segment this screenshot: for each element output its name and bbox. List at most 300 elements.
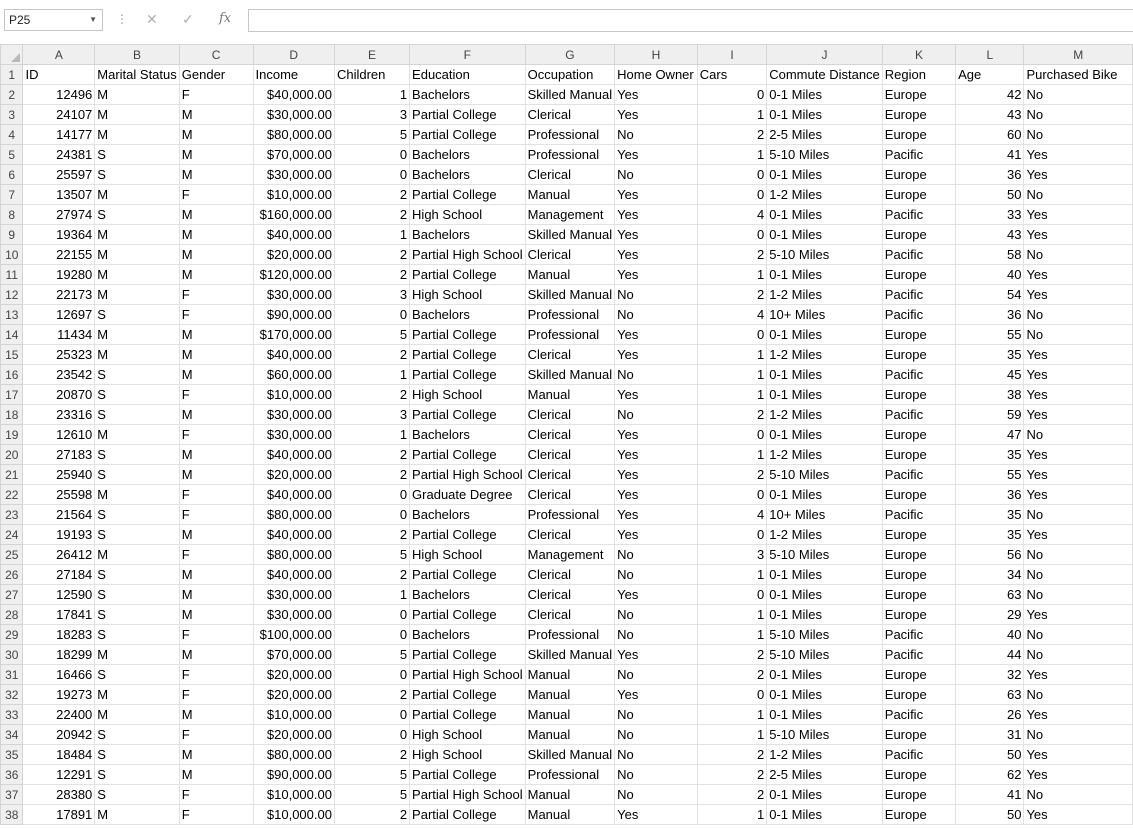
cell[interactable]: No: [1024, 125, 1133, 145]
cell[interactable]: 0: [697, 225, 766, 245]
cell[interactable]: 26412: [23, 545, 95, 565]
cell[interactable]: 60: [956, 125, 1024, 145]
cell[interactable]: $40,000.00: [253, 485, 334, 505]
cell[interactable]: 1: [334, 585, 409, 605]
cell[interactable]: 2: [334, 565, 409, 585]
cell[interactable]: 19280: [23, 265, 95, 285]
cell[interactable]: M: [179, 245, 253, 265]
cell[interactable]: F: [179, 505, 253, 525]
cell[interactable]: 56: [956, 545, 1024, 565]
cell[interactable]: $80,000.00: [253, 125, 334, 145]
cell[interactable]: $60,000.00: [253, 365, 334, 385]
cell[interactable]: 1: [697, 145, 766, 165]
cell[interactable]: Europe: [882, 85, 955, 105]
cell[interactable]: Yes: [615, 685, 698, 705]
cell[interactable]: Pacific: [882, 285, 955, 305]
cell[interactable]: Manual: [525, 265, 615, 285]
cell[interactable]: $40,000.00: [253, 345, 334, 365]
cell[interactable]: M: [95, 345, 179, 365]
cell[interactable]: M: [179, 705, 253, 725]
cell[interactable]: $30,000.00: [253, 605, 334, 625]
cell[interactable]: Partial High School: [410, 785, 526, 805]
cell[interactable]: $40,000.00: [253, 525, 334, 545]
cell[interactable]: $170,000.00: [253, 325, 334, 345]
cell[interactable]: Yes: [615, 225, 698, 245]
cell[interactable]: 12291: [23, 765, 95, 785]
cell[interactable]: 23316: [23, 405, 95, 425]
cell[interactable]: Pacific: [882, 705, 955, 725]
cell[interactable]: $10,000.00: [253, 185, 334, 205]
cell[interactable]: Cars: [697, 65, 766, 85]
row-header[interactable]: 37: [1, 785, 23, 805]
row-header[interactable]: 6: [1, 165, 23, 185]
cell[interactable]: M: [95, 545, 179, 565]
cell[interactable]: Occupation: [525, 65, 615, 85]
cell[interactable]: Yes: [1024, 225, 1133, 245]
cell[interactable]: S: [95, 725, 179, 745]
cell[interactable]: 5-10 Miles: [767, 625, 883, 645]
cell[interactable]: $90,000.00: [253, 305, 334, 325]
cell[interactable]: 5: [334, 785, 409, 805]
cell[interactable]: 5-10 Miles: [767, 645, 883, 665]
cell[interactable]: Partial High School: [410, 245, 526, 265]
cell[interactable]: Yes: [615, 325, 698, 345]
cell[interactable]: Clerical: [525, 345, 615, 365]
cell[interactable]: No: [1024, 85, 1133, 105]
cell[interactable]: 2: [697, 125, 766, 145]
cell[interactable]: Yes: [1024, 405, 1133, 425]
cell[interactable]: 2: [334, 685, 409, 705]
cell[interactable]: Management: [525, 545, 615, 565]
cell[interactable]: 54: [956, 285, 1024, 305]
cell[interactable]: $10,000.00: [253, 705, 334, 725]
cell[interactable]: 0: [697, 525, 766, 545]
cell[interactable]: Partial College: [410, 445, 526, 465]
cell[interactable]: No: [1024, 245, 1133, 265]
cell[interactable]: 0: [697, 325, 766, 345]
row-header[interactable]: 11: [1, 265, 23, 285]
column-header-g[interactable]: G: [525, 45, 615, 65]
cell[interactable]: 25323: [23, 345, 95, 365]
cell[interactable]: 3: [697, 545, 766, 565]
row-header[interactable]: 27: [1, 585, 23, 605]
cell[interactable]: Manual: [525, 785, 615, 805]
cell[interactable]: Yes: [615, 425, 698, 445]
cell[interactable]: M: [95, 425, 179, 445]
cell[interactable]: 1-2 Miles: [767, 445, 883, 465]
cell[interactable]: Professional: [525, 145, 615, 165]
cell[interactable]: M: [179, 465, 253, 485]
cell[interactable]: $30,000.00: [253, 285, 334, 305]
cell[interactable]: 35: [956, 445, 1024, 465]
cell[interactable]: Partial College: [410, 565, 526, 585]
cell[interactable]: Partial College: [410, 525, 526, 545]
cell[interactable]: Yes: [1024, 605, 1133, 625]
cell[interactable]: 0-1 Miles: [767, 565, 883, 585]
cell[interactable]: S: [95, 525, 179, 545]
row-header[interactable]: 29: [1, 625, 23, 645]
cell[interactable]: Europe: [882, 565, 955, 585]
cell[interactable]: Clerical: [525, 105, 615, 125]
cell[interactable]: 18484: [23, 745, 95, 765]
cell[interactable]: S: [95, 585, 179, 605]
cell[interactable]: $30,000.00: [253, 405, 334, 425]
cell[interactable]: No: [1024, 585, 1133, 605]
cell[interactable]: 25598: [23, 485, 95, 505]
formula-input[interactable]: [248, 9, 1133, 32]
cell[interactable]: Professional: [525, 765, 615, 785]
cell[interactable]: 63: [956, 685, 1024, 705]
cell[interactable]: Yes: [1024, 205, 1133, 225]
cell[interactable]: Skilled Manual: [525, 745, 615, 765]
cell[interactable]: Europe: [882, 125, 955, 145]
cell[interactable]: 0-1 Miles: [767, 605, 883, 625]
cell[interactable]: Region: [882, 65, 955, 85]
cell[interactable]: No: [615, 545, 698, 565]
cell[interactable]: Clerical: [525, 485, 615, 505]
cell[interactable]: M: [95, 105, 179, 125]
row-header[interactable]: 30: [1, 645, 23, 665]
cell[interactable]: 0-1 Miles: [767, 585, 883, 605]
cell[interactable]: Bachelors: [410, 425, 526, 445]
cell[interactable]: 2: [334, 345, 409, 365]
cell[interactable]: Partial College: [410, 345, 526, 365]
cell[interactable]: Europe: [882, 425, 955, 445]
cell[interactable]: M: [95, 285, 179, 305]
cell[interactable]: 0-1 Miles: [767, 485, 883, 505]
column-header-e[interactable]: E: [334, 45, 409, 65]
cell[interactable]: Manual: [525, 805, 615, 825]
cell[interactable]: 59: [956, 405, 1024, 425]
cell[interactable]: 0: [334, 505, 409, 525]
cell[interactable]: Yes: [1024, 485, 1133, 505]
cell[interactable]: Europe: [882, 585, 955, 605]
cell[interactable]: F: [179, 725, 253, 745]
cell[interactable]: 2: [697, 745, 766, 765]
cell[interactable]: Yes: [615, 105, 698, 125]
cell[interactable]: Bachelors: [410, 165, 526, 185]
cell[interactable]: 1-2 Miles: [767, 525, 883, 545]
cell[interactable]: $40,000.00: [253, 225, 334, 245]
row-header[interactable]: 7: [1, 185, 23, 205]
cell[interactable]: $20,000.00: [253, 725, 334, 745]
cell[interactable]: F: [179, 385, 253, 405]
cell[interactable]: Europe: [882, 185, 955, 205]
cell[interactable]: $90,000.00: [253, 765, 334, 785]
cell[interactable]: Children: [334, 65, 409, 85]
cell[interactable]: Partial College: [410, 125, 526, 145]
cell[interactable]: 5: [334, 645, 409, 665]
cell[interactable]: $30,000.00: [253, 585, 334, 605]
cell[interactable]: F: [179, 785, 253, 805]
cell[interactable]: 0: [697, 165, 766, 185]
cell[interactable]: Bachelors: [410, 305, 526, 325]
cell[interactable]: M: [179, 205, 253, 225]
cell[interactable]: ID: [23, 65, 95, 85]
cell[interactable]: Clerical: [525, 425, 615, 445]
cell[interactable]: No: [1024, 505, 1133, 525]
cell[interactable]: Skilled Manual: [525, 365, 615, 385]
cell[interactable]: Europe: [882, 805, 955, 825]
cell[interactable]: F: [179, 305, 253, 325]
cell[interactable]: High School: [410, 385, 526, 405]
cell[interactable]: Yes: [1024, 145, 1133, 165]
row-header[interactable]: 28: [1, 605, 23, 625]
cell[interactable]: M: [95, 125, 179, 145]
cell[interactable]: Bachelors: [410, 625, 526, 645]
cell[interactable]: Yes: [615, 245, 698, 265]
cell[interactable]: Pacific: [882, 405, 955, 425]
cell[interactable]: 43: [956, 105, 1024, 125]
cell[interactable]: Skilled Manual: [525, 85, 615, 105]
row-header[interactable]: 36: [1, 765, 23, 785]
cell[interactable]: 22155: [23, 245, 95, 265]
cell[interactable]: Professional: [525, 505, 615, 525]
cell[interactable]: Purchased Bike: [1024, 65, 1133, 85]
cell[interactable]: No: [1024, 645, 1133, 665]
cell[interactable]: Europe: [882, 685, 955, 705]
cell[interactable]: M: [179, 765, 253, 785]
cell[interactable]: Europe: [882, 725, 955, 745]
cell[interactable]: 1: [697, 705, 766, 725]
cell[interactable]: No: [615, 745, 698, 765]
cell[interactable]: No: [615, 305, 698, 325]
row-header[interactable]: 9: [1, 225, 23, 245]
row-header[interactable]: 2: [1, 85, 23, 105]
cell[interactable]: Partial College: [410, 805, 526, 825]
row-header[interactable]: 23: [1, 505, 23, 525]
cell[interactable]: 35: [956, 345, 1024, 365]
row-header[interactable]: 32: [1, 685, 23, 705]
cancel-icon[interactable]: ✕: [146, 11, 158, 27]
cell[interactable]: $80,000.00: [253, 505, 334, 525]
cell[interactable]: No: [1024, 625, 1133, 645]
cell[interactable]: 22173: [23, 285, 95, 305]
cell[interactable]: M: [179, 585, 253, 605]
cell[interactable]: No: [615, 765, 698, 785]
cell[interactable]: 2: [334, 445, 409, 465]
cell[interactable]: No: [615, 785, 698, 805]
cell[interactable]: Manual: [525, 665, 615, 685]
cell[interactable]: 2: [697, 785, 766, 805]
cell[interactable]: $160,000.00: [253, 205, 334, 225]
cell[interactable]: $40,000.00: [253, 445, 334, 465]
row-header[interactable]: 26: [1, 565, 23, 585]
cell[interactable]: 28380: [23, 785, 95, 805]
cell[interactable]: Manual: [525, 685, 615, 705]
cell[interactable]: M: [95, 265, 179, 285]
cell[interactable]: F: [179, 545, 253, 565]
cell[interactable]: Partial High School: [410, 665, 526, 685]
cell[interactable]: Bachelors: [410, 505, 526, 525]
cell[interactable]: M: [179, 605, 253, 625]
cell[interactable]: Yes: [615, 585, 698, 605]
cell[interactable]: Pacific: [882, 465, 955, 485]
cell[interactable]: 5-10 Miles: [767, 465, 883, 485]
cell[interactable]: 16466: [23, 665, 95, 685]
cell[interactable]: 2: [334, 265, 409, 285]
cell[interactable]: 12496: [23, 85, 95, 105]
cell[interactable]: 2-5 Miles: [767, 125, 883, 145]
cell[interactable]: No: [615, 565, 698, 585]
cell[interactable]: $10,000.00: [253, 785, 334, 805]
cell[interactable]: Yes: [615, 345, 698, 365]
row-header[interactable]: 5: [1, 145, 23, 165]
cell[interactable]: Partial College: [410, 405, 526, 425]
cell[interactable]: $70,000.00: [253, 645, 334, 665]
cell[interactable]: 0-1 Miles: [767, 385, 883, 405]
cell[interactable]: 5-10 Miles: [767, 245, 883, 265]
enter-check-icon[interactable]: ✓: [182, 11, 194, 27]
cell[interactable]: S: [95, 605, 179, 625]
cell[interactable]: Pacific: [882, 305, 955, 325]
cell[interactable]: 1: [334, 365, 409, 385]
cell[interactable]: Bachelors: [410, 145, 526, 165]
cell[interactable]: 40: [956, 265, 1024, 285]
cell[interactable]: 1: [697, 625, 766, 645]
cell[interactable]: 22400: [23, 705, 95, 725]
cell[interactable]: 36: [956, 165, 1024, 185]
cell[interactable]: M: [179, 445, 253, 465]
cell[interactable]: 0: [334, 305, 409, 325]
cell[interactable]: M: [179, 105, 253, 125]
row-header[interactable]: 8: [1, 205, 23, 225]
cell[interactable]: 12590: [23, 585, 95, 605]
cell[interactable]: M: [179, 325, 253, 345]
cell[interactable]: Yes: [615, 265, 698, 285]
cell[interactable]: Yes: [1024, 665, 1133, 685]
row-header[interactable]: 34: [1, 725, 23, 745]
cell[interactable]: No: [1024, 425, 1133, 445]
cell[interactable]: No: [615, 165, 698, 185]
cell[interactable]: 0-1 Miles: [767, 685, 883, 705]
cell[interactable]: No: [615, 405, 698, 425]
column-header-h[interactable]: H: [615, 45, 698, 65]
cell[interactable]: 1-2 Miles: [767, 285, 883, 305]
cell[interactable]: 63: [956, 585, 1024, 605]
cell[interactable]: M: [179, 525, 253, 545]
cell[interactable]: Professional: [525, 305, 615, 325]
cell[interactable]: S: [95, 205, 179, 225]
cell[interactable]: 0: [697, 425, 766, 445]
cell[interactable]: Yes: [615, 805, 698, 825]
row-header[interactable]: 15: [1, 345, 23, 365]
cell[interactable]: 20942: [23, 725, 95, 745]
cell[interactable]: M: [95, 705, 179, 725]
cell[interactable]: 0: [334, 165, 409, 185]
cell[interactable]: Europe: [882, 485, 955, 505]
cell[interactable]: 5-10 Miles: [767, 545, 883, 565]
cell[interactable]: 24381: [23, 145, 95, 165]
cell[interactable]: F: [179, 285, 253, 305]
cell[interactable]: M: [95, 325, 179, 345]
cell[interactable]: Clerical: [525, 565, 615, 585]
cell[interactable]: S: [95, 165, 179, 185]
cell[interactable]: 1: [697, 725, 766, 745]
cell[interactable]: 0: [334, 485, 409, 505]
cell[interactable]: 5: [334, 325, 409, 345]
cell[interactable]: 2: [334, 525, 409, 545]
insert-function-icon[interactable]: fx: [219, 11, 232, 26]
cell[interactable]: Pacific: [882, 745, 955, 765]
cell[interactable]: 10+ Miles: [767, 505, 883, 525]
cell[interactable]: $40,000.00: [253, 565, 334, 585]
cell[interactable]: S: [95, 765, 179, 785]
cell[interactable]: Europe: [882, 325, 955, 345]
cell[interactable]: 0-1 Miles: [767, 665, 883, 685]
cell[interactable]: Europe: [882, 785, 955, 805]
cell[interactable]: 0-1 Miles: [767, 325, 883, 345]
cell[interactable]: No: [1024, 565, 1133, 585]
cell[interactable]: 2: [697, 285, 766, 305]
row-header[interactable]: 14: [1, 325, 23, 345]
cell[interactable]: $20,000.00: [253, 685, 334, 705]
cell[interactable]: 18299: [23, 645, 95, 665]
cell[interactable]: M: [95, 225, 179, 245]
cell[interactable]: Europe: [882, 265, 955, 285]
cell[interactable]: Pacific: [882, 645, 955, 665]
cell[interactable]: No: [615, 665, 698, 685]
cell[interactable]: 1-2 Miles: [767, 345, 883, 365]
cell[interactable]: No: [615, 725, 698, 745]
cell[interactable]: 1: [334, 225, 409, 245]
cell[interactable]: 0: [697, 685, 766, 705]
cell[interactable]: M: [179, 265, 253, 285]
cell[interactable]: S: [95, 365, 179, 385]
cell[interactable]: 2: [697, 405, 766, 425]
cell[interactable]: 2: [697, 465, 766, 485]
cell[interactable]: Europe: [882, 165, 955, 185]
cell[interactable]: M: [179, 645, 253, 665]
cell[interactable]: Clerical: [525, 585, 615, 605]
cell[interactable]: Skilled Manual: [525, 225, 615, 245]
cell[interactable]: M: [179, 165, 253, 185]
row-header[interactable]: 1: [1, 65, 23, 85]
cell[interactable]: S: [95, 745, 179, 765]
cell[interactable]: $100,000.00: [253, 625, 334, 645]
chevron-down-icon[interactable]: ▼: [89, 15, 97, 24]
cell[interactable]: Yes: [615, 85, 698, 105]
cell[interactable]: M: [179, 345, 253, 365]
cell[interactable]: Yes: [615, 505, 698, 525]
cell[interactable]: Clerical: [525, 605, 615, 625]
cell[interactable]: $20,000.00: [253, 465, 334, 485]
cell[interactable]: Pacific: [882, 505, 955, 525]
column-header-m[interactable]: M: [1024, 45, 1133, 65]
cell[interactable]: No: [1024, 785, 1133, 805]
cell[interactable]: M: [179, 125, 253, 145]
cell[interactable]: F: [179, 685, 253, 705]
column-header-a[interactable]: A: [23, 45, 95, 65]
cell[interactable]: 1: [697, 605, 766, 625]
cell[interactable]: 42: [956, 85, 1024, 105]
cell[interactable]: $120,000.00: [253, 265, 334, 285]
cell[interactable]: Age: [956, 65, 1024, 85]
cell[interactable]: 58: [956, 245, 1024, 265]
cell[interactable]: 5: [334, 125, 409, 145]
cell[interactable]: 5: [334, 545, 409, 565]
cell[interactable]: $10,000.00: [253, 805, 334, 825]
cell[interactable]: Clerical: [525, 165, 615, 185]
cell[interactable]: 0-1 Miles: [767, 365, 883, 385]
cell[interactable]: 1: [697, 805, 766, 825]
cell[interactable]: 0: [334, 665, 409, 685]
cell[interactable]: 1-2 Miles: [767, 185, 883, 205]
cell[interactable]: 50: [956, 745, 1024, 765]
cell[interactable]: 0-1 Miles: [767, 85, 883, 105]
cell[interactable]: 43: [956, 225, 1024, 245]
cell[interactable]: 1: [697, 265, 766, 285]
